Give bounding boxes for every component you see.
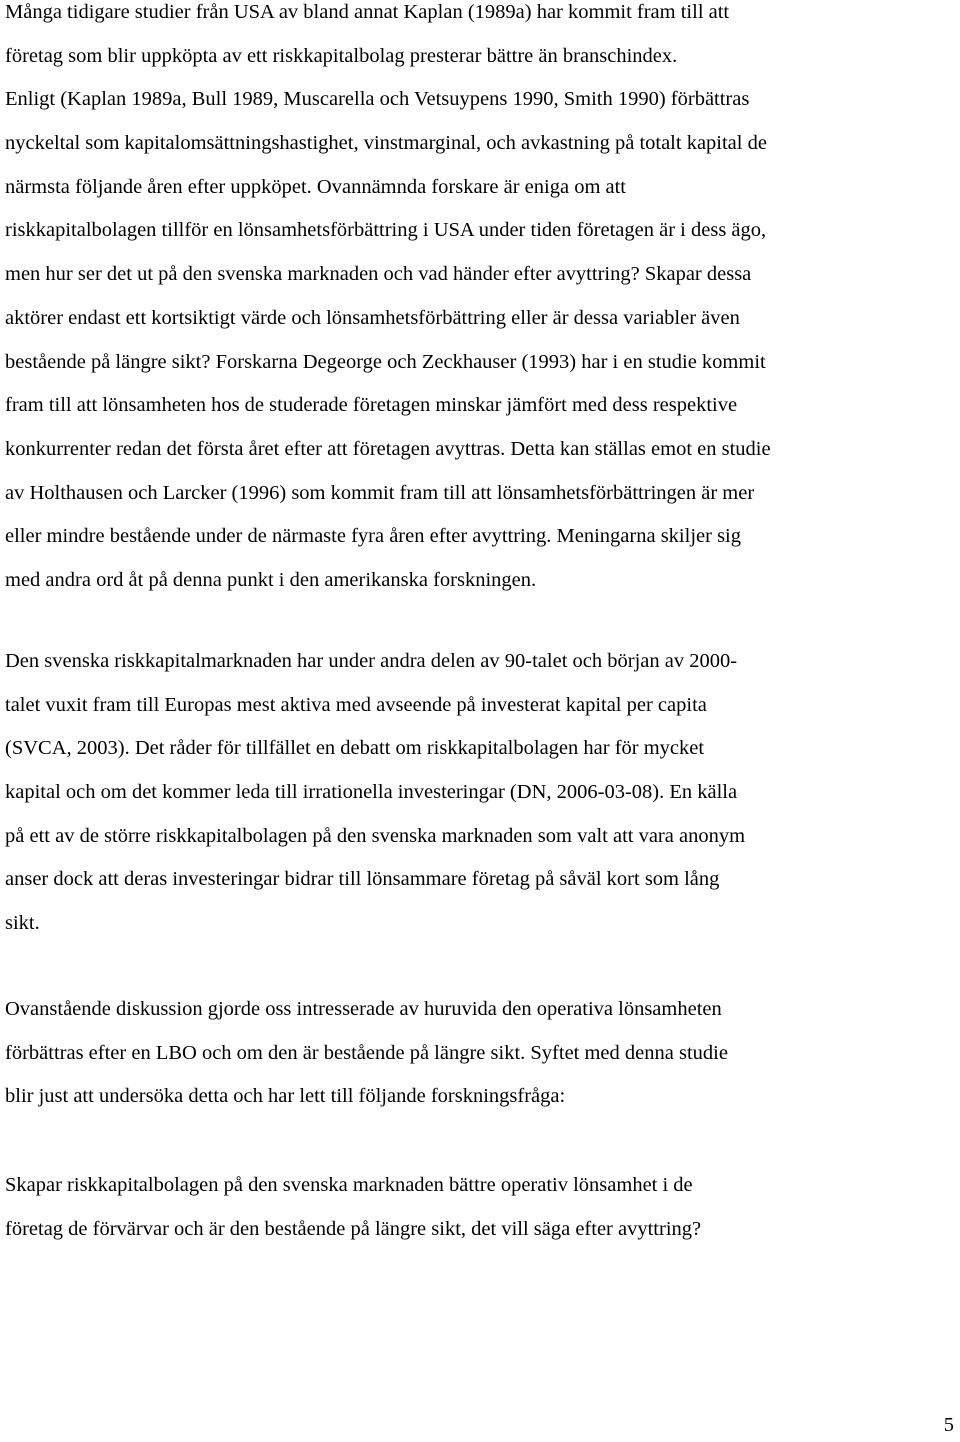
paragraph-purpose (5, 988, 728, 1119)
text-line: företag de förvärvar och är den bestående på längre sikt, det vill säga efter avyttring? (5, 1217, 702, 1240)
text-line: nyckeltal som kapitalomsättningshastighet, vinstmarginal, och avkastning på totalt kapital de (5, 132, 767, 155)
paragraph-prior-research (5, 0, 771, 603)
text-line: sikt. (5, 912, 40, 935)
text-line: eller mindre bestående under de närmaste fyra åren efter avyttring. Meningarna skiljer sig (5, 525, 741, 548)
text-line: bestående på längre sikt? Forskarna Degeorge och Zeckhauser (1993) har i en studie kommit (5, 350, 766, 373)
text-line: Många tidigare studier från USA av bland annat Kaplan (1989a) har kommit fram till att (5, 1, 730, 23)
text-line: förbättras efter en LBO och om den är bestående på längre sikt. Syftet med denna studie (5, 1041, 728, 1064)
page-number: 5 (943, 1414, 954, 1436)
text-line: på ett av de större riskkapitalbolagen på den svenska marknaden som valt att vara anonym (5, 824, 746, 847)
text-line: kapital och om det kommer leda till irrationella investeringar (DN, 2006-03-08). En källa (5, 781, 738, 804)
text-line: talet vuxit fram till Europas mest aktiva med avseende på investerat kapital per capita (5, 693, 707, 716)
text-line: företag som blir uppköpta av ett riskkapitalbolag presterar bättre än branschindex. (5, 44, 678, 67)
text-line: Enligt (Kaplan 1989a, Bull 1989, Muscarella och Vetsuypens 1990, Smith 1990) förbättras (5, 88, 750, 111)
text-line: aktörer endast ett kortsiktigt värde och lönsamhetsförbättring eller är dessa variabler även (5, 306, 740, 329)
text-line: med andra ord åt på denna punkt i den amerikanska forskningen. (5, 568, 537, 591)
text-line: Den svenska riskkapitalmarknaden har under andra delen av 90-talet och början av 2000- (5, 650, 738, 672)
text-line: Ovanstående diskussion gjorde oss intresserade av huruvida den operativa lönsamheten (5, 998, 722, 1020)
text-line: närmsta följande åren efter uppköpet. Ovannämnda forskare är eniga om att (5, 175, 627, 198)
text-line: konkurrenter redan det första året efter att företagen avyttras. Detta kan ställas emot en studie (5, 437, 771, 460)
paragraph-research-question (5, 1164, 701, 1251)
text-line: men hur ser det ut på den svenska marknaden och vad händer efter avyttring? Skapar dessa (5, 263, 752, 286)
text-line: anser dock att deras investeringar bidrar till lönsammare företag på såväl kort som lång (5, 868, 720, 891)
text-line: av Holthausen och Larcker (1996) som kommit fram till att lönsamhetsförbättringen är mer (5, 481, 755, 504)
paragraph-swedish-market (5, 640, 745, 946)
text-line: (SVCA, 2003). Det råder för tillfället en debatt om riskkapitalbolagen har för mycket (5, 737, 705, 760)
text-line: Skapar riskkapitalbolagen på den svenska marknaden bättre operativ lönsamhet i de (5, 1174, 693, 1196)
text-line: fram till att lönsamheten hos de studerade företagen minskar jämfört med dess respektive (5, 394, 738, 417)
text-line: blir just att undersöka detta och har lett till följande forskningsfråga: (5, 1085, 566, 1108)
text-line: riskkapitalbolagen tillför en lönsamhetsförbättring i USA under tiden företagen är i dess ägo, (5, 219, 767, 242)
